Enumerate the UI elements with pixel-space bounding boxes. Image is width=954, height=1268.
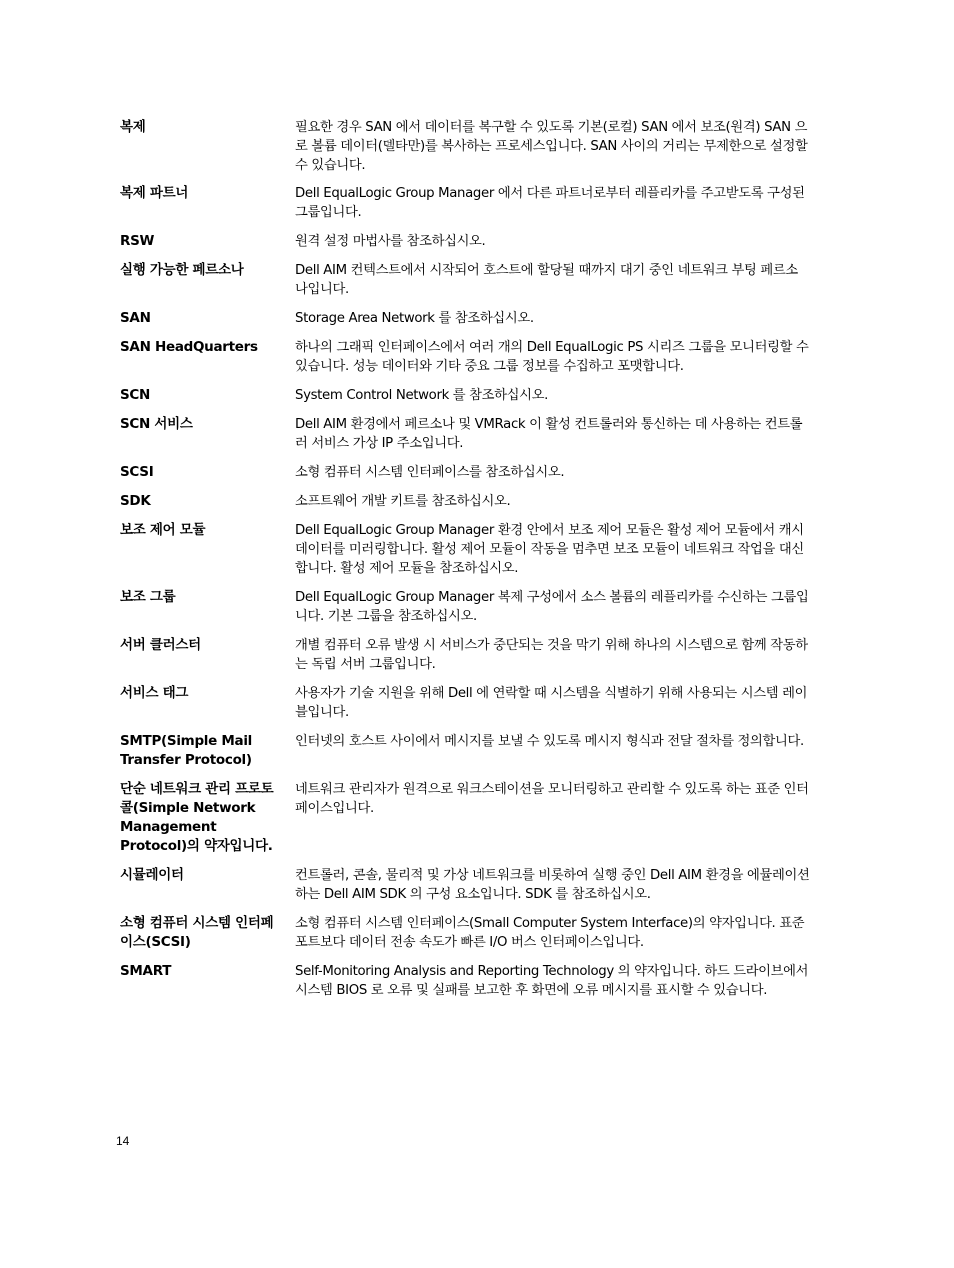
glossary-term: 서비스 태그 — [120, 685, 189, 701]
glossary-definition: 컨트롤러, 콘솔, 물리적 및 가상 네트워크를 비롯하여 실행 중인 Dell AIM 환경을 에뮬레이션하는 Dell AIM SDK 의 구성 요소입니다. SDK 를 참조하십시오. — [295, 868, 810, 902]
page-number: 14 — [116, 1134, 130, 1148]
glossary-entry — [120, 492, 810, 511]
glossary-term: 보조 그룹 — [120, 589, 176, 605]
glossary-term: 시뮬레이터 — [120, 867, 184, 883]
glossary-definition: 하나의 그래픽 인터페이스에서 여러 개의 Dell EqualLogic PS 시리즈 그룹을 모니터링할 수 있습니다. 성능 데이터와 기타 중요 그룹 정보를 수집하고 포맷합니다. — [295, 340, 809, 374]
glossary-term: SAN HeadQuarters — [120, 339, 258, 355]
glossary-term: 소형 컴퓨터 시스템 인터페이스(SCSI) — [120, 915, 274, 950]
glossary-definition: Dell EqualLogic Group Manager 환경 안에서 보조 제어 모듈은 활성 제어 모듈에서 캐시 데이터를 미러링합니다. 활성 제어 모듈이 작동을 멈추면 보조 모듈이 네트워크 작업을 대신합니다. 활성 제어 모듈을 참조하십시오. — [295, 523, 804, 576]
glossary-term: 복제 파트너 — [120, 185, 189, 201]
glossary-entry — [120, 338, 810, 376]
glossary-term: 보조 제어 모듈 — [120, 522, 206, 538]
glossary-term: SMART — [120, 963, 172, 979]
glossary-definition: Dell EqualLogic Group Manager 에서 다른 파트너로부터 레플리카를 주고받도록 구성된 그룹입니다. — [295, 186, 805, 220]
glossary-term: SCN — [120, 387, 151, 403]
glossary-definition: 개별 컴퓨터 오류 발생 시 서비스가 중단되는 것을 막기 위해 하나의 시스템으로 함께 작동하는 독립 서버 그룹입니다. — [295, 638, 808, 672]
glossary-definition: 소형 컴퓨터 시스템 인터페이스(Small Computer System Interface)의 약자입니다. 표준 포트보다 데이터 전송 속도가 빠른 I/O 버스 인터페이스입니다. — [295, 916, 805, 950]
glossary-entry — [120, 386, 810, 405]
glossary-definition: 인터넷의 호스트 사이에서 메시지를 보낼 수 있도록 메시지 형식과 전달 절차를 정의합니다. — [295, 734, 804, 749]
glossary-entry — [120, 232, 810, 251]
glossary-term: SCSI — [120, 464, 154, 480]
glossary-term: 서버 클러스터 — [120, 637, 201, 653]
glossary-term: SAN — [120, 310, 151, 326]
glossary-definition: System Control Network 를 참조하십시오. — [295, 388, 549, 403]
glossary-term: SMTP(Simple Mail Transfer Protocol) — [120, 733, 252, 768]
glossary-entry — [120, 309, 810, 328]
glossary-entry — [120, 684, 810, 722]
glossary-entry — [120, 866, 810, 904]
glossary-entry — [120, 415, 810, 453]
glossary-definition: 원격 설정 마법사를 참조하십시오. — [295, 234, 486, 249]
glossary-term: SDK — [120, 493, 151, 509]
glossary-term: 복제 — [120, 119, 146, 135]
glossary-term: SCN 서비스 — [120, 416, 193, 432]
glossary-entry — [120, 521, 810, 578]
glossary-entry — [120, 636, 810, 674]
glossary-entry — [120, 780, 810, 856]
glossary-definition: Dell AIM 환경에서 페르소나 및 VMRack 이 활성 컨트롤러와 통신하는 데 사용하는 컨트롤러 서비스 가상 IP 주소입니다. — [295, 417, 803, 451]
glossary-entry — [120, 261, 810, 299]
glossary-definition: 소프트웨어 개발 키트를 참조하십시오. — [295, 494, 511, 509]
glossary-definition: 소형 컴퓨터 시스템 인터페이스를 참조하십시오. — [295, 465, 565, 480]
glossary-definition: Storage Area Network 를 참조하십시오. — [295, 311, 534, 326]
glossary-definition: Dell EqualLogic Group Manager 복제 구성에서 소스 볼륨의 레플리카를 수신하는 그룹입니다. 기본 그룹을 참조하십시오. — [295, 590, 809, 624]
glossary-entry — [120, 184, 810, 222]
glossary-definition: 사용자가 기술 지원을 위해 Dell 에 연락할 때 시스템을 식별하기 위해 사용되는 시스템 레이블입니다. — [295, 686, 808, 720]
glossary-entry — [120, 118, 810, 175]
glossary-entry — [120, 588, 810, 626]
glossary-term: 단순 네트워크 관리 프로토콜(Simple Network Management Protocol)의 약자입니다. — [120, 781, 274, 854]
glossary-definition: 필요한 경우 SAN 에서 데이터를 복구할 수 있도록 기본(로컬) SAN 에서 보조(원격) SAN 으로 볼륨 데이터(델타만)를 복사하는 프로세스입니다. SAN 사이의 거리는 무제한으로 설정할 수 있습니다. — [295, 120, 808, 173]
glossary-entry — [120, 962, 810, 1000]
glossary-entry — [120, 463, 810, 482]
glossary-definition: Dell AIM 컨텍스트에서 시작되어 호스트에 할당될 때까지 대기 중인 네트워크 부팅 페르소나입니다. — [295, 263, 798, 297]
glossary-definition: Self-Monitoring Analysis and Reporting Technology 의 약자입니다. 하드 드라이브에서 시스템 BIOS 로 오류 및 실패를 보고한 후 화면에 오류 메시지를 표시할 수 있습니다. — [295, 964, 809, 998]
glossary-list — [120, 118, 810, 1000]
glossary-entry — [120, 732, 810, 770]
glossary-term: 실행 가능한 페르소나 — [120, 262, 244, 278]
glossary-definition: 네트워크 관리자가 원격으로 워크스테이션을 모니터링하고 관리할 수 있도록 하는 표준 인터페이스입니다. — [295, 782, 809, 816]
glossary-term: RSW — [120, 233, 155, 249]
glossary-entry — [120, 914, 810, 952]
